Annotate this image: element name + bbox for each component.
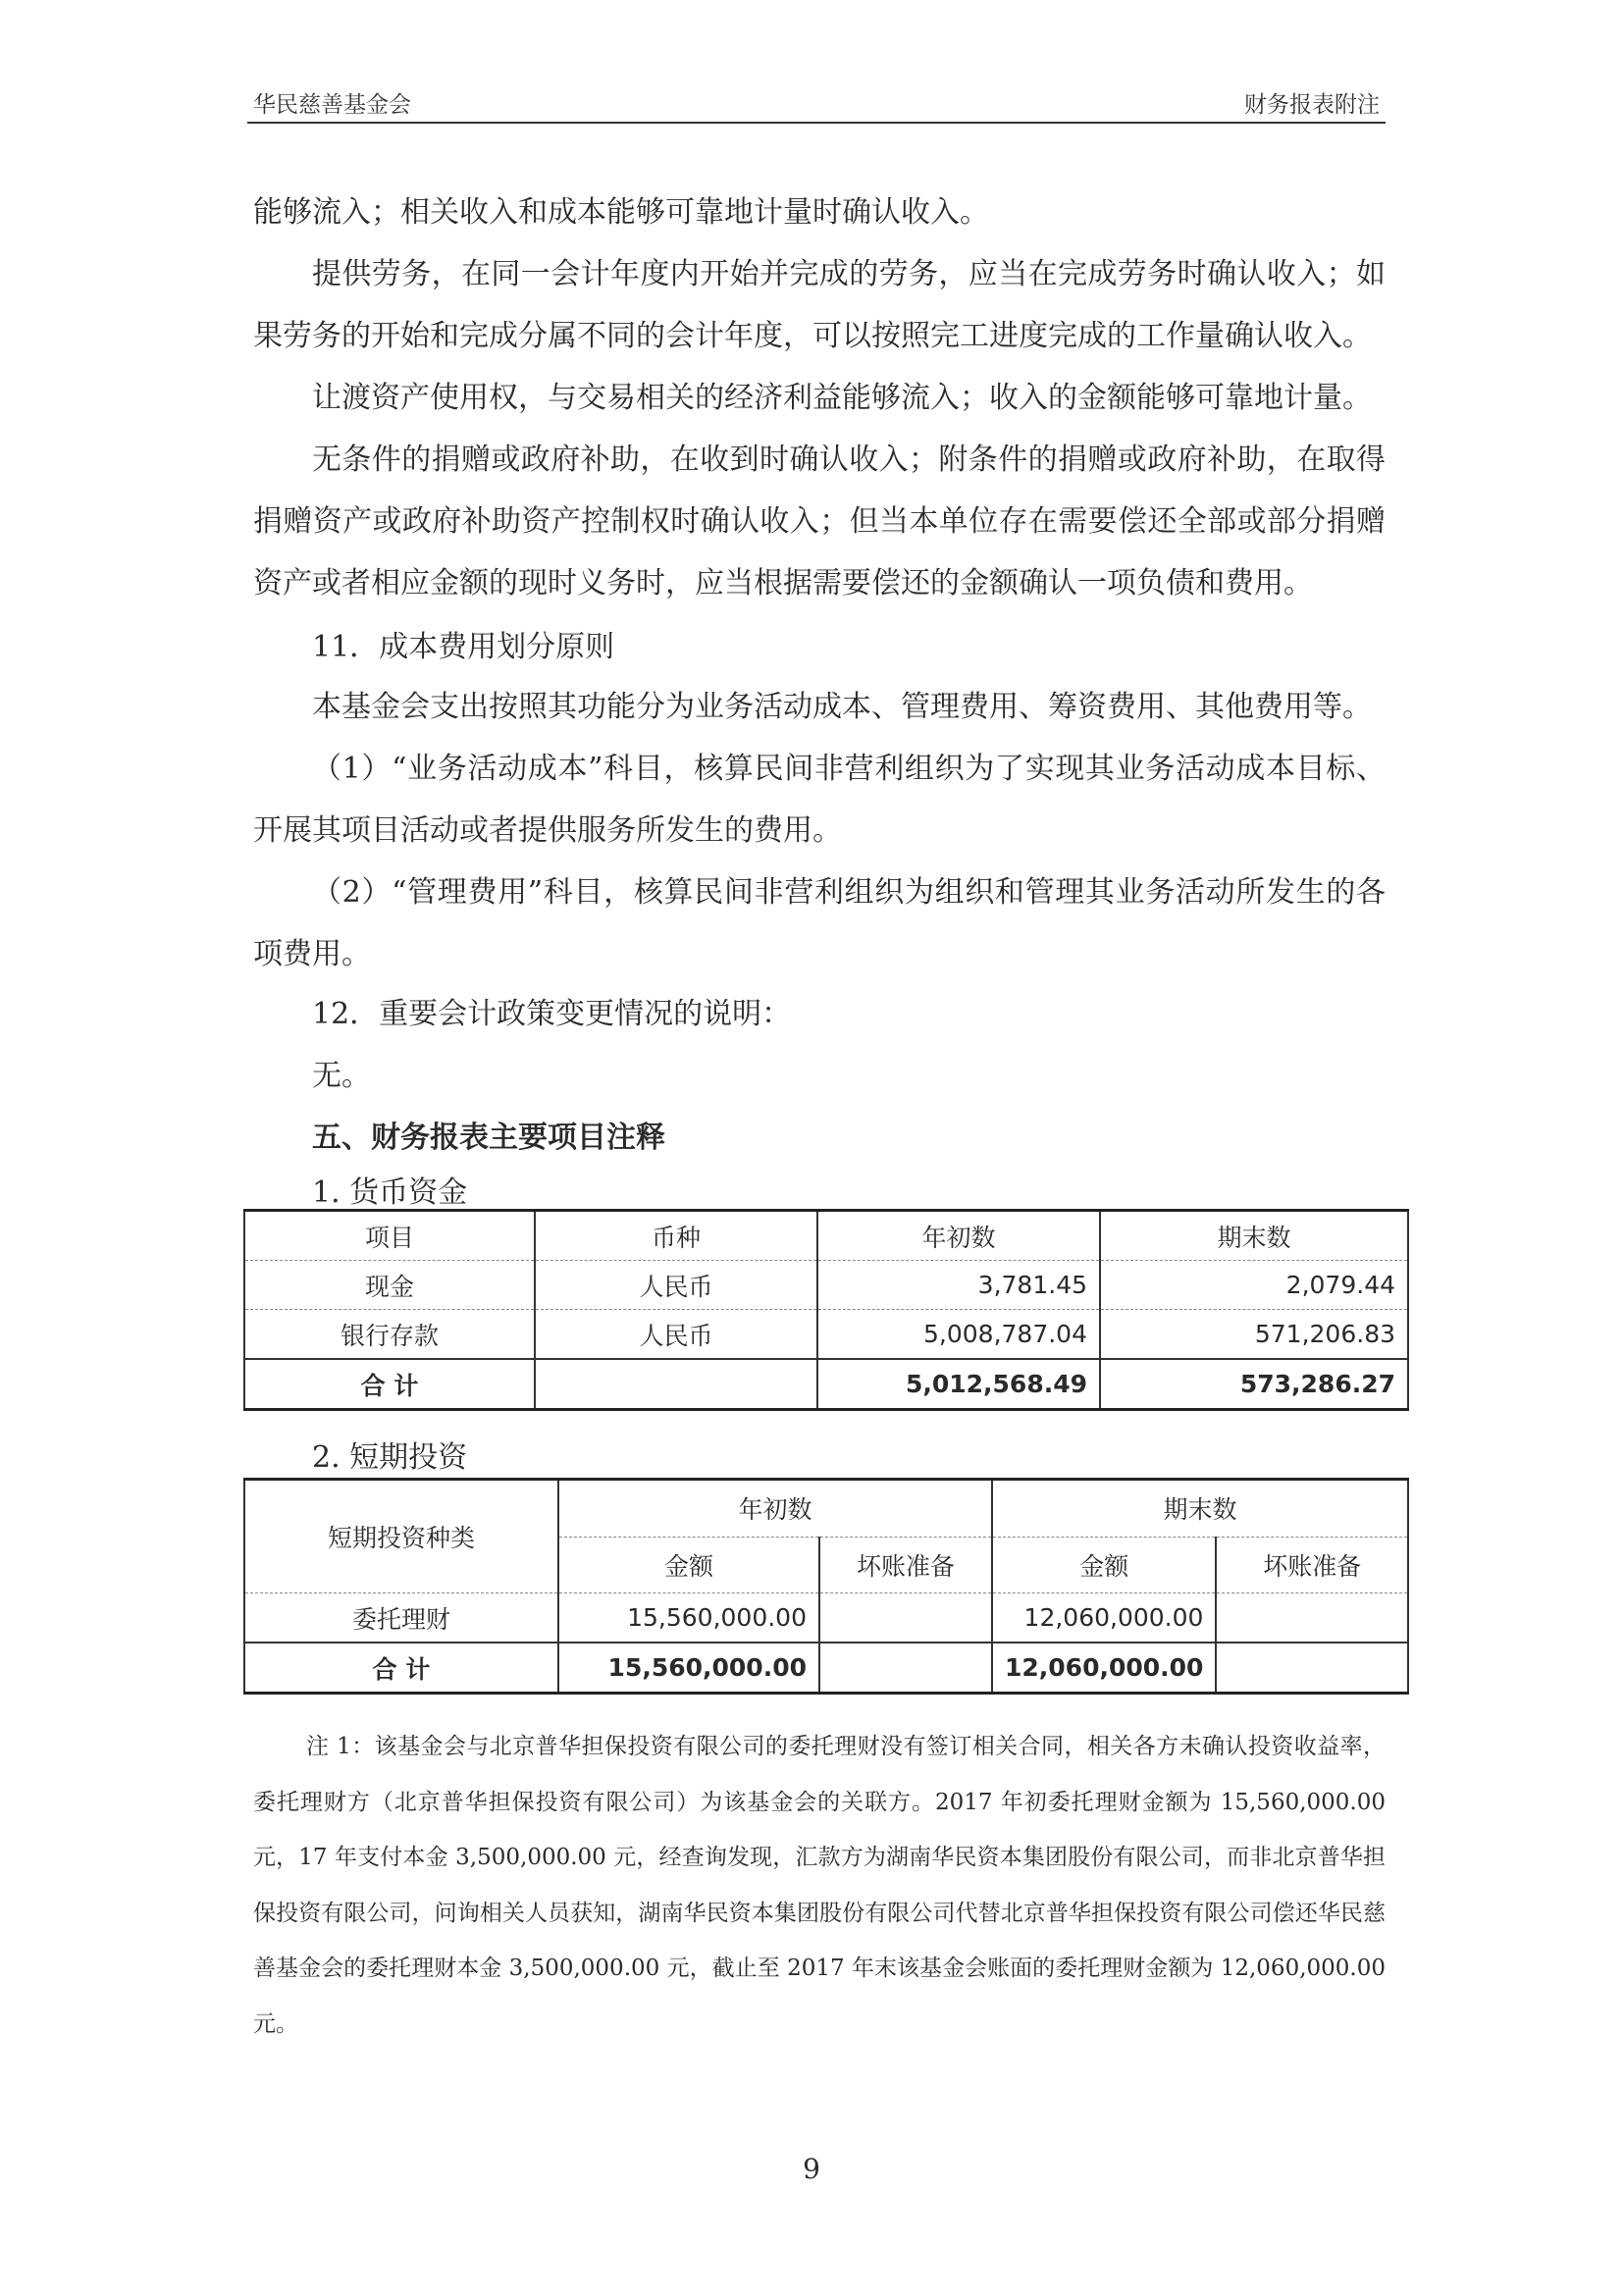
cell-begin-amount: 15,560,000.00: [558, 1593, 819, 1644]
heading-short-term-investment: 2. 短期投资: [312, 1440, 468, 1475]
table-total-row: [244, 1643, 1408, 1694]
table-row: [244, 1261, 1408, 1310]
table-total-row: [244, 1359, 1408, 1410]
col-header-currency: 币种: [535, 1211, 817, 1261]
col-header-type: 短期投资种类: [244, 1480, 558, 1593]
paragraph-services-revenue: 提供劳务，在同一会计年度内开始并完成的劳务，应当在完成劳务时确认收入；如果劳务的开始和完成分属不同的会计年度，可以按照完工进度完成的工作量确认收入。: [253, 257, 1386, 353]
cell-item: 现金: [244, 1261, 535, 1310]
cell-item: 银行存款: [244, 1310, 535, 1360]
cell-currency: 人民币: [535, 1261, 817, 1310]
cell-type: 委托理财: [244, 1593, 558, 1644]
paragraph-expense-categories: 本基金会支出按照其功能分为业务活动成本、管理费用、筹资费用、其他费用等。: [312, 690, 1372, 724]
cell-begin: 3,781.45: [817, 1261, 1100, 1310]
col-group-end: 期末数: [992, 1480, 1408, 1538]
page-number: 9: [803, 2153, 820, 2185]
total-begin: 5,012,568.49: [817, 1359, 1100, 1410]
header-section-title: 财务报表附注: [1244, 92, 1380, 118]
col-header-end-bad-debt: 坏账准备: [1216, 1537, 1408, 1593]
total-end-amount: 12,060,000.00: [992, 1643, 1216, 1694]
cell-currency: 人民币: [535, 1310, 817, 1360]
total-begin-amount: 15,560,000.00: [558, 1643, 819, 1694]
total-currency-empty: [535, 1359, 817, 1410]
table-row: [244, 1310, 1408, 1360]
table-header-row: [244, 1211, 1408, 1261]
cell-begin-bad-debt: [819, 1593, 992, 1644]
col-header-end-amount: 金额: [992, 1537, 1216, 1593]
section-heading-notes: 五、财务报表主要项目注释: [312, 1121, 665, 1155]
cell-end-bad-debt: [1216, 1593, 1408, 1644]
total-end: 573,286.27: [1100, 1359, 1408, 1410]
total-end-bad-debt-empty: [1216, 1643, 1408, 1694]
paragraph-business-cost: （1）“业务活动成本”科目，核算民间非营利组织为了实现其业务活动成本目标、开展其项目活动或者提供服务所发生的费用。: [253, 752, 1386, 848]
col-header-begin-amount: 金额: [558, 1537, 819, 1593]
total-begin-bad-debt-empty: [819, 1643, 992, 1694]
cell-begin: 5,008,787.04: [817, 1310, 1100, 1360]
paragraph-admin-expense: （2）“管理费用”科目，核算民间非营利组织为组织和管理其业务活动所发生的各项费用。: [253, 875, 1386, 971]
page-header: [247, 78, 1386, 124]
paragraph-revenue-continued: 能够流入；相关收入和成本能够可靠地计量时确认收入。: [253, 195, 989, 230]
short-term-investment-table: [243, 1478, 1409, 1695]
total-label: 合 计: [244, 1359, 535, 1410]
header-org-name: 华民慈善基金会: [253, 92, 411, 118]
total-label: 合 计: [244, 1643, 558, 1694]
footnote-entrusted-investment: 注 1：该基金会与北京普华担保投资有限公司的委托理财没有签订相关合同，相关各方未确认投资收益率，委托理财方（北京普华担保投资有限公司）为该基金会的关联方。2017 年初委托理财金额为 15,560,000.00 元，17 年支付本金 3,500,000.00 元，经查询发现，汇款方为湖南华民资本集团股份有限公司，而非北京普华担保投资有限公司，问询相关人员获知，湖南华民资本集团股份有限公司代替北京普华担保投资有限公司偿还华民慈善基金会的委托理财本金 3,500,000.00 元，截止至 2017 年末该基金会账面的委托理财金额为 12,060,000.00 元。: [253, 1734, 1386, 2037]
paragraph-none: 无。: [312, 1059, 371, 1093]
col-header-item: 项目: [244, 1211, 535, 1261]
cell-end-amount: 12,060,000.00: [992, 1593, 1216, 1644]
col-header-begin-bad-debt: 坏账准备: [819, 1537, 992, 1593]
col-group-begin: 年初数: [558, 1480, 992, 1538]
cell-end: 571,206.83: [1100, 1310, 1408, 1360]
paragraph-donation-revenue: 无条件的捐赠或政府补助，在收到时确认收入；附条件的捐赠或政府补助，在取得捐赠资产或政府补助资产控制权时确认收入；但当本单位存在需要偿还全部或部分捐赠资产或者相应金额的现时义务时，应当根据需要偿还的金额确认一项负债和费用。: [253, 443, 1386, 600]
cell-end: 2,079.44: [1100, 1261, 1408, 1310]
col-header-end: 期末数: [1100, 1211, 1408, 1261]
table-row: [244, 1593, 1408, 1644]
col-header-begin: 年初数: [817, 1211, 1100, 1261]
heading-cash: 1. 货币资金: [312, 1175, 468, 1210]
heading-policy-change: 12．重要会计政策变更情况的说明：: [312, 997, 792, 1031]
heading-cost-principle: 11．成本费用划分原则: [312, 630, 615, 664]
paragraph-asset-use-revenue: 让渡资产使用权，与交易相关的经济利益能够流入；收入的金额能够可靠地计量。: [312, 381, 1372, 415]
cash-table: [243, 1209, 1409, 1411]
table-header-row: [244, 1480, 1408, 1538]
